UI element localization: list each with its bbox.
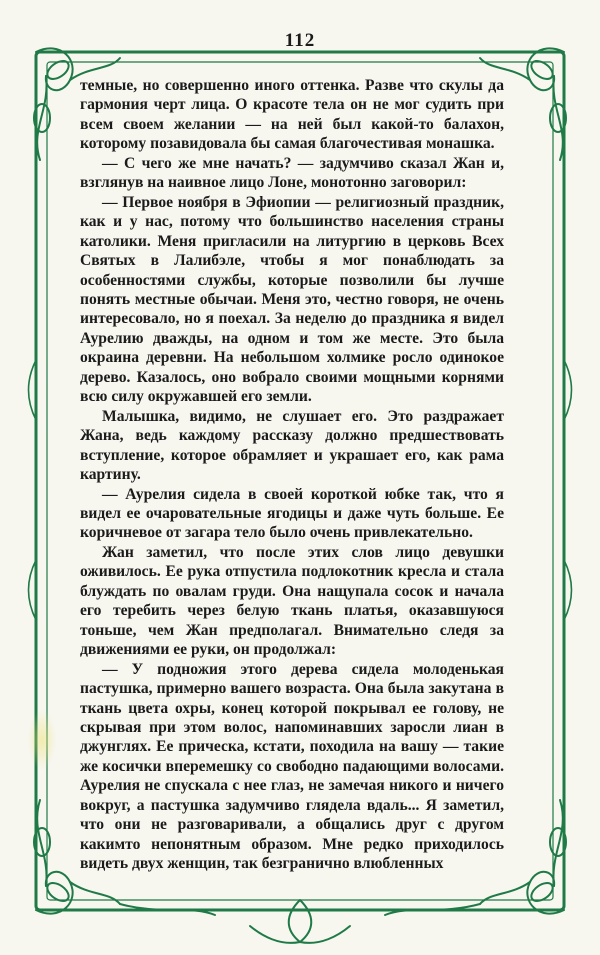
bottom-center-ornament [250, 900, 350, 943]
paragraph-6: Жан заметил, что после этих слов лицо девушки оживилось. Ее рука отпустила подлокотник кресла и стала блуждать по овалам груди. Она нащупала сосок и начала его теребить через белую ткань платья, оказавшуюся тоньше, чем Жан предполагал. Внимательно следя за движениями ее руки, он продолжал: [80, 543, 504, 659]
body-text [80, 76, 504, 874]
paragraph-1: темные, но совершенно иного оттенка. Разве что скулы да гармония черт лица. О красоте тела он не мог судить при всем своем желании — на ней был какой-то балахон, которому позавидовала бы самая благочестивая монашка. [80, 77, 504, 153]
paragraph-4: Малышка, видимо, не слушает его. Это раздражает Жана, ведь каждому рассказу должно предшествовать вступление, которое обрамляет и украшает его, как рама картину. [80, 407, 504, 484]
paragraph-3: — Первое ноября в Эфиопии — религиозный праздник, как и у нас, потому что большинство населения страны католики. Меня пригласили на литургию в церковь Всех Святых в Лалибэле, чтобы я мог понаблюдать за особенностями службы, которые позволили бы лучше понять местные обычаи. Меня это, честно говоря, не очень интересовало, но я поехал. За неделю до праздника я видел Аурелию дважды, на одном и том же месте. Это была окраина деревни. На небольшом холмике росло одинокое дерево. Казалось, оно вобрало своими мощными корнями всю силу окружавшей его земли. [80, 193, 504, 406]
paragraph-5: — Аурелия сидела в своей короткой юбке так, что я видел ее очаровательные ягодицы и даже чуть больше. Ее коричневое от загара тело было очень привлекательно. [80, 485, 504, 542]
paragraph-2: — С чего же мне начать? — задумчиво сказал Жан и, взглянув на наивное лицо Лоне, монотонно заговорил: [80, 154, 504, 192]
paragraph-7: — У подножия этого дерева сидела молоденькая пастушка, примерно вашего возраста. Она была закутана в ткань цвета охры, конец которой покрывал ее голову, не скрывая при этом волос, напоминавших заросли лиан в джунглях. Ее прическа, кстати, походила на вашу — такие же косички вперемешку со свободно падающими волосами. Аурелия не спускала с нее глаз, не замечая никого и ничего вокруг, а пастушка задумчиво глядела вдаль... Я заметил, что они не разговаривали, а общались друг с другом какимто непонятным образом. Мне редко приходилось видеть двух женщин, так безгранично влюбленных [80, 660, 504, 873]
page-number: 112 [284, 30, 316, 51]
paper-stain [28, 710, 56, 770]
